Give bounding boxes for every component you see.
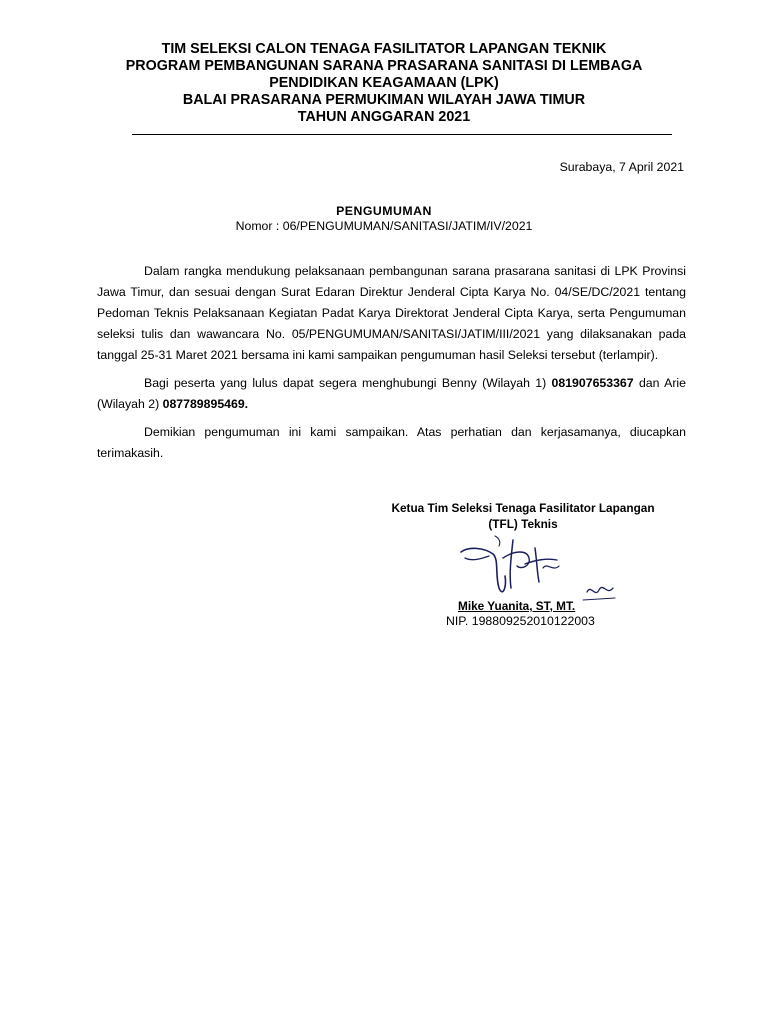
- letterhead-line-2: PROGRAM PEMBANGUNAN SARANA PRASARANA SANITASI DI LEMBAGA: [125, 58, 643, 74]
- letterhead-line-1: TIM SELEKSI CALON TENAGA FASILITATOR LAPANGAN TEKNIK: [161, 41, 607, 57]
- phone-number-1: 081907653367: [551, 376, 634, 390]
- signature-title-line-1: Ketua Tim Seleksi Tenaga Fasilitator Lapangan: [391, 501, 655, 515]
- header-divider: [132, 134, 672, 135]
- paragraph-2-text-a: Bagi peserta yang lulus dapat segera menghubungi Benny (Wilayah 1): [144, 376, 552, 390]
- signatory-nip: NIP. 198809252010122003: [446, 614, 595, 628]
- paragraph-1: Dalam rangka mendukung pelaksanaan pembangunan sarana prasarana sanitasi di LPK Provinsi Jawa Timur, dan sesuai dengan Surat Edaran Direktur Jenderal Cipta Karya No. 04/SE/DC/2021 tentang Pedoman Teknis Pelaksanaan Kegiatan Padat Karya Direktorat Jenderal Cipta Karya, serta Pengumuman seleksi tulis dan wawancara No. 05/PENGUMUMAN/SANITASI/JATIM/III/2021 yang dilaksanakan pada tanggal 25-31 Maret 2021 bersama ini kami sampaikan pengumuman hasil Seleksi tersebut (terlampir).: [97, 264, 686, 362]
- letterhead-line-4: BALAI PRASARANA PERMUKIMAN WILAYAH JAWA TIMUR: [182, 92, 586, 108]
- place-date: Surabaya, 7 April 2021: [559, 160, 684, 174]
- signatory-name: Mike Yuanita, ST, MT.: [458, 599, 576, 613]
- paragraph-2: [97, 373, 686, 415]
- announcement-number: Nomor : 06/PENGUMUMAN/SANITASI/JATIM/IV/2021: [235, 219, 533, 233]
- announcement-body: [97, 261, 686, 471]
- letterhead-line-3: PENDIDIKAN KEAGAMAAN (LPK): [269, 75, 499, 91]
- paragraph-3: Demikian pengumuman ini kami sampaikan. Atas perhatian dan kerjasamanya, diucapkan terimakasih.: [97, 425, 686, 460]
- announcement-title: PENGUMUMAN: [336, 204, 432, 218]
- phone-number-2: 087789895469.: [162, 397, 249, 411]
- paragraph-2-text-b: dan Arie (Wilayah 2): [97, 376, 686, 411]
- letterhead: [96, 41, 672, 126]
- signature-title-line-2: (TFL) Teknis: [488, 517, 558, 531]
- letterhead-line-5: TAHUN ANGGARAN 2021: [297, 109, 471, 125]
